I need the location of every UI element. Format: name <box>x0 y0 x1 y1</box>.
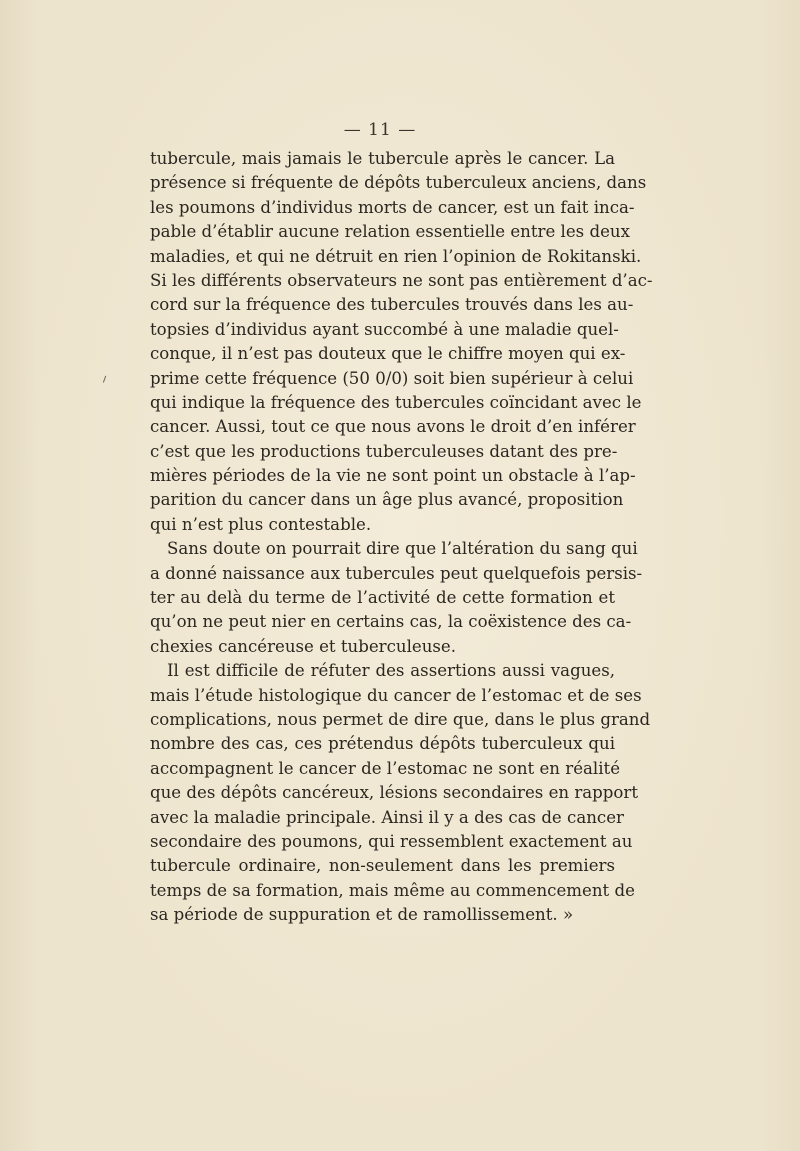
text-line: les poumons d’individus morts de cancer, est un fait inca- <box>150 197 635 217</box>
text-line: sa période de suppuration et de ramollissement. » <box>150 905 574 925</box>
text-line: mais l’étude histologique du cancer de l’estomac et de ses <box>150 685 642 705</box>
text-line: ter au delà du terme de l’activité de cette formation et <box>150 588 615 608</box>
text-line: qui indique la fréquence des tubercules coïncidant avec le <box>150 392 642 412</box>
body-text <box>150 147 653 928</box>
text-line: secondaire des poumons, qui ressemblent exactement au <box>150 831 633 851</box>
margin-mark <box>103 376 108 384</box>
text-line: cancer. Aussi, tout ce que nous avons le droit d’en inférer <box>150 417 636 437</box>
text-line: tubercule, mais jamais le tubercule après le cancer. La <box>150 149 615 168</box>
text-line: Si les différents observateurs ne sont pas entièrement d’ac- <box>150 270 653 290</box>
text-line: avec la maladie principale. Ainsi il y a des cas de cancer <box>150 807 624 827</box>
text-line: pable d’établir aucune relation essentielle entre les deux <box>150 222 630 242</box>
text-line: Il est difficile de réfuter des assertions aussi vagues, <box>167 661 615 681</box>
text-line: conque, il n’est pas douteux que le chiffre moyen qui ex- <box>150 344 626 364</box>
text-line: a donné naissance aux tubercules peut quelquefois persis- <box>150 563 643 583</box>
text-line: cord sur la fréquence des tubercules trouvés dans les au- <box>150 295 634 315</box>
text-line: prime cette fréquence (50 0/0) soit bien supérieur à celui <box>150 368 634 388</box>
text-line: accompagnent le cancer de l’estomac ne sont en réalité <box>150 758 621 778</box>
page-number: — 11 — <box>343 120 417 140</box>
text-line: qui n’est plus contestable. <box>150 514 372 534</box>
text-line: topsies d’individus ayant succombé à une maladie quel- <box>150 319 619 339</box>
text-line: tubercule ordinaire, non-seulement dans les premiers <box>150 856 615 876</box>
text-line: Sans doute on pourrait dire que l’altération du sang qui <box>167 539 638 559</box>
text-line: temps de sa formation, mais même au commencement de <box>150 880 635 900</box>
text-line: qu’on ne peut nier en certains cas, la coëxistence des ca- <box>150 612 632 632</box>
text-line: que des dépôts cancéreux, lésions secondaires en rapport <box>150 783 639 803</box>
text-line: mières périodes de la vie ne sont point un obstacle à l’ap- <box>150 466 636 486</box>
text-line: maladies, et qui ne détruit en rien l’opinion de Rokitanski. <box>150 246 642 266</box>
text-line: complications, nous permet de dire que, dans le plus grand <box>150 709 651 729</box>
text-line: présence si fréquente de dépôts tuberculeux anciens, dans <box>150 173 647 193</box>
text-line: parition du cancer dans un âge plus avancé, proposition <box>150 490 624 510</box>
text-line: chexies cancéreuse et tuberculeuse. <box>150 636 457 656</box>
text-line: nombre des cas, ces prétendus dépôts tuberculeux qui <box>150 734 615 754</box>
text-line: c’est que les productions tuberculeuses datant des pre- <box>150 441 618 461</box>
